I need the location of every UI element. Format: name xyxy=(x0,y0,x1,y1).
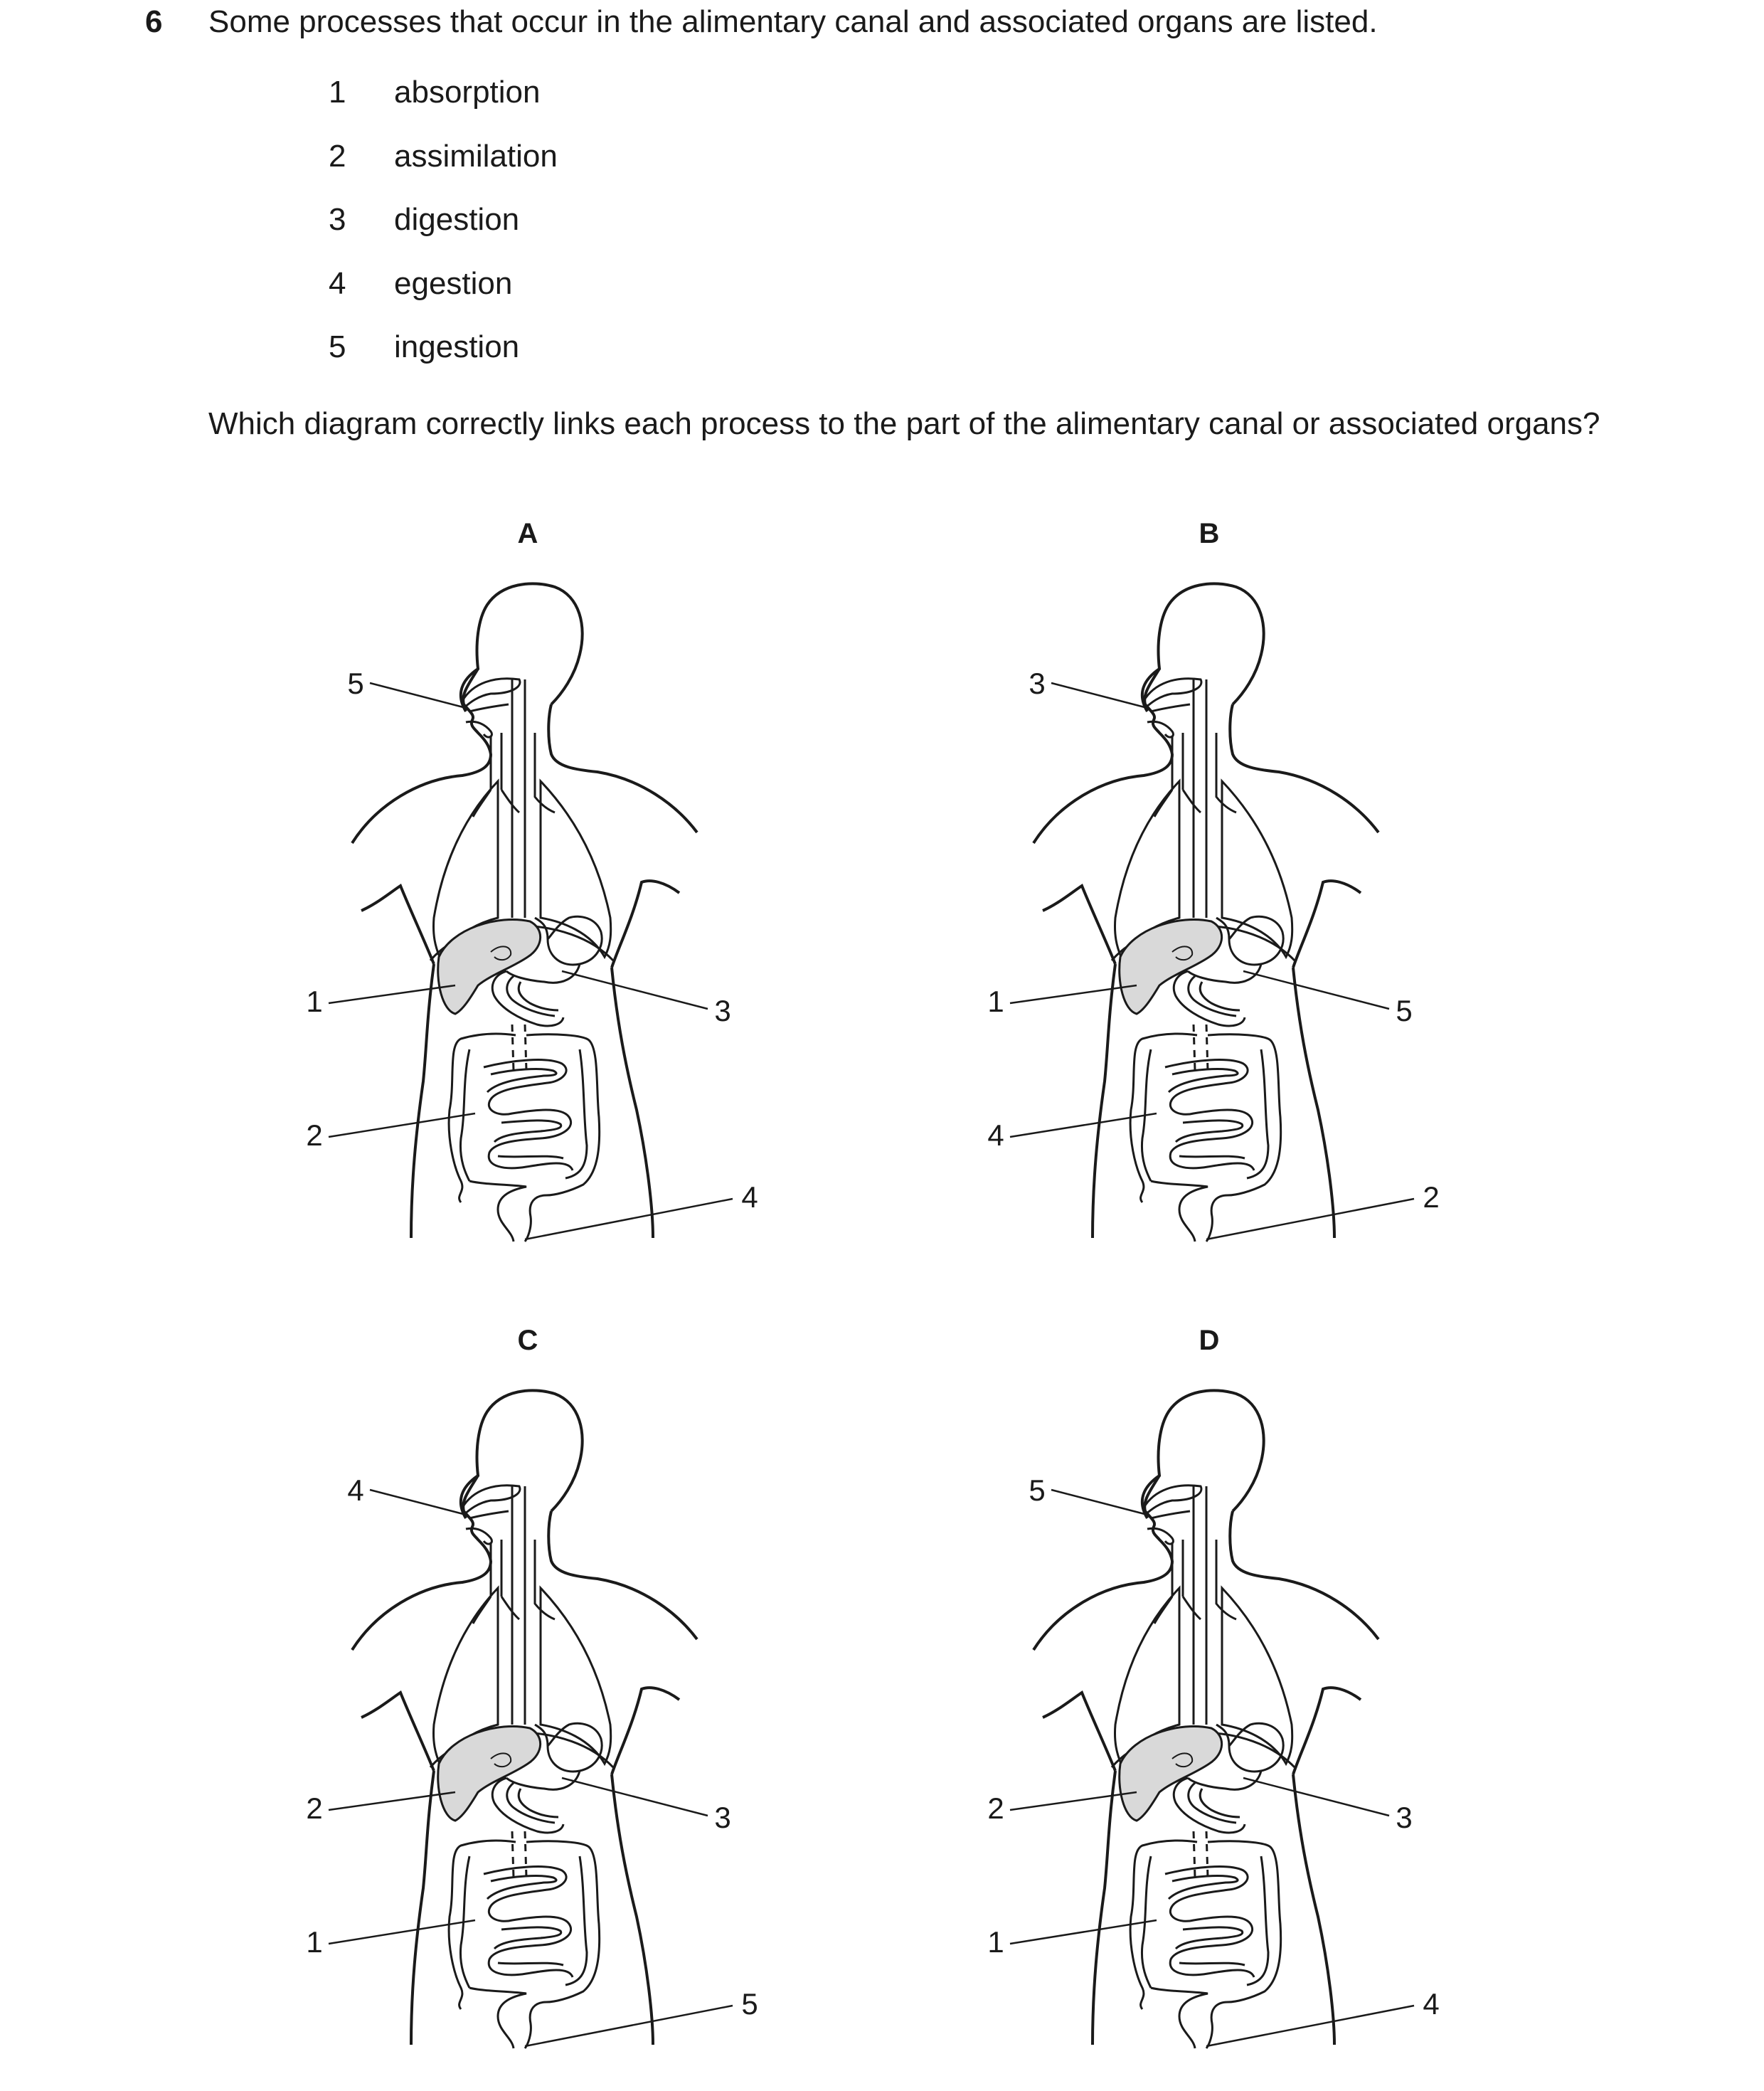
process-name: absorption xyxy=(394,75,541,110)
label-stomach-c: 3 xyxy=(714,1801,731,1834)
leader-line-intestine-d xyxy=(1010,1920,1157,1944)
label-intestine-d: 1 xyxy=(987,1925,1004,1959)
option-letter-c: C xyxy=(517,1325,538,1356)
leader-line-intestine-b xyxy=(1010,1113,1157,1137)
leader-line-liver-c xyxy=(329,1792,455,1810)
label-mouth-a: 5 xyxy=(347,667,364,700)
process-name: digestion xyxy=(394,202,520,237)
leader-line-mouth-a xyxy=(370,683,466,708)
label-anus-d: 4 xyxy=(1423,1987,1440,2021)
body-illustration-a xyxy=(352,583,697,1242)
process-number: 4 xyxy=(329,265,346,301)
leader-line-stomach-d xyxy=(1243,1778,1389,1816)
option-letter-a: A xyxy=(517,518,538,549)
leader-line-anus-a xyxy=(525,1199,733,1239)
leader-line-stomach-c xyxy=(562,1778,708,1816)
diagram-d xyxy=(987,1390,1439,2048)
label-mouth-d: 5 xyxy=(1029,1473,1046,1507)
leader-line-stomach-b xyxy=(1243,971,1389,1009)
option-letter-d: D xyxy=(1199,1325,1220,1356)
leader-line-liver-a xyxy=(329,985,455,1003)
leader-line-mouth-c xyxy=(370,1490,466,1515)
process-number: 2 xyxy=(329,138,346,174)
label-stomach-d: 3 xyxy=(1396,1801,1413,1834)
process-name: assimilation xyxy=(394,138,558,174)
label-liver-c: 2 xyxy=(306,1791,323,1825)
body-illustration-c xyxy=(352,1390,697,2048)
option-letter-b: B xyxy=(1199,518,1220,549)
leader-line-anus-d xyxy=(1206,2006,1414,2046)
label-anus-b: 2 xyxy=(1423,1180,1440,1214)
leader-line-mouth-b xyxy=(1051,683,1147,708)
label-liver-a: 1 xyxy=(306,985,323,1018)
label-stomach-b: 5 xyxy=(1396,994,1413,1027)
question-number: 6 xyxy=(145,4,163,39)
process-number: 3 xyxy=(329,202,346,237)
diagram-b xyxy=(987,583,1439,1242)
leader-line-liver-b xyxy=(1010,985,1137,1003)
label-anus-a: 4 xyxy=(741,1180,758,1214)
label-liver-d: 2 xyxy=(987,1791,1004,1825)
leader-line-intestine-a xyxy=(329,1113,475,1137)
label-mouth-b: 3 xyxy=(1029,667,1046,700)
body-illustration-d xyxy=(1034,1390,1378,2048)
process-number: 5 xyxy=(329,329,346,364)
leader-line-liver-d xyxy=(1010,1792,1137,1810)
diagram-a xyxy=(306,583,758,1242)
label-intestine-c: 1 xyxy=(306,1925,323,1959)
label-stomach-a: 3 xyxy=(714,994,731,1027)
label-mouth-c: 4 xyxy=(347,1473,364,1507)
process-number: 1 xyxy=(329,75,346,110)
label-anus-c: 5 xyxy=(741,1987,758,2021)
leader-line-intestine-c xyxy=(329,1920,475,1944)
process-name: ingestion xyxy=(394,329,520,364)
label-liver-b: 1 xyxy=(987,985,1004,1018)
diagram-c xyxy=(306,1390,758,2048)
label-intestine-b: 4 xyxy=(987,1118,1004,1152)
leader-line-mouth-d xyxy=(1051,1490,1147,1515)
question-stem: Some processes that occur in the alimentary canal and associated organs are listed. xyxy=(208,4,1378,39)
leader-line-anus-b xyxy=(1206,1199,1414,1239)
body-illustration-b xyxy=(1034,583,1378,1242)
question-prompt: Which diagram correctly links each process to the part of the alimentary canal or associated organs? xyxy=(208,406,1600,441)
leader-line-stomach-a xyxy=(562,971,708,1009)
process-name: egestion xyxy=(394,265,513,301)
leader-line-anus-c xyxy=(525,2006,733,2046)
label-intestine-a: 2 xyxy=(306,1118,323,1152)
